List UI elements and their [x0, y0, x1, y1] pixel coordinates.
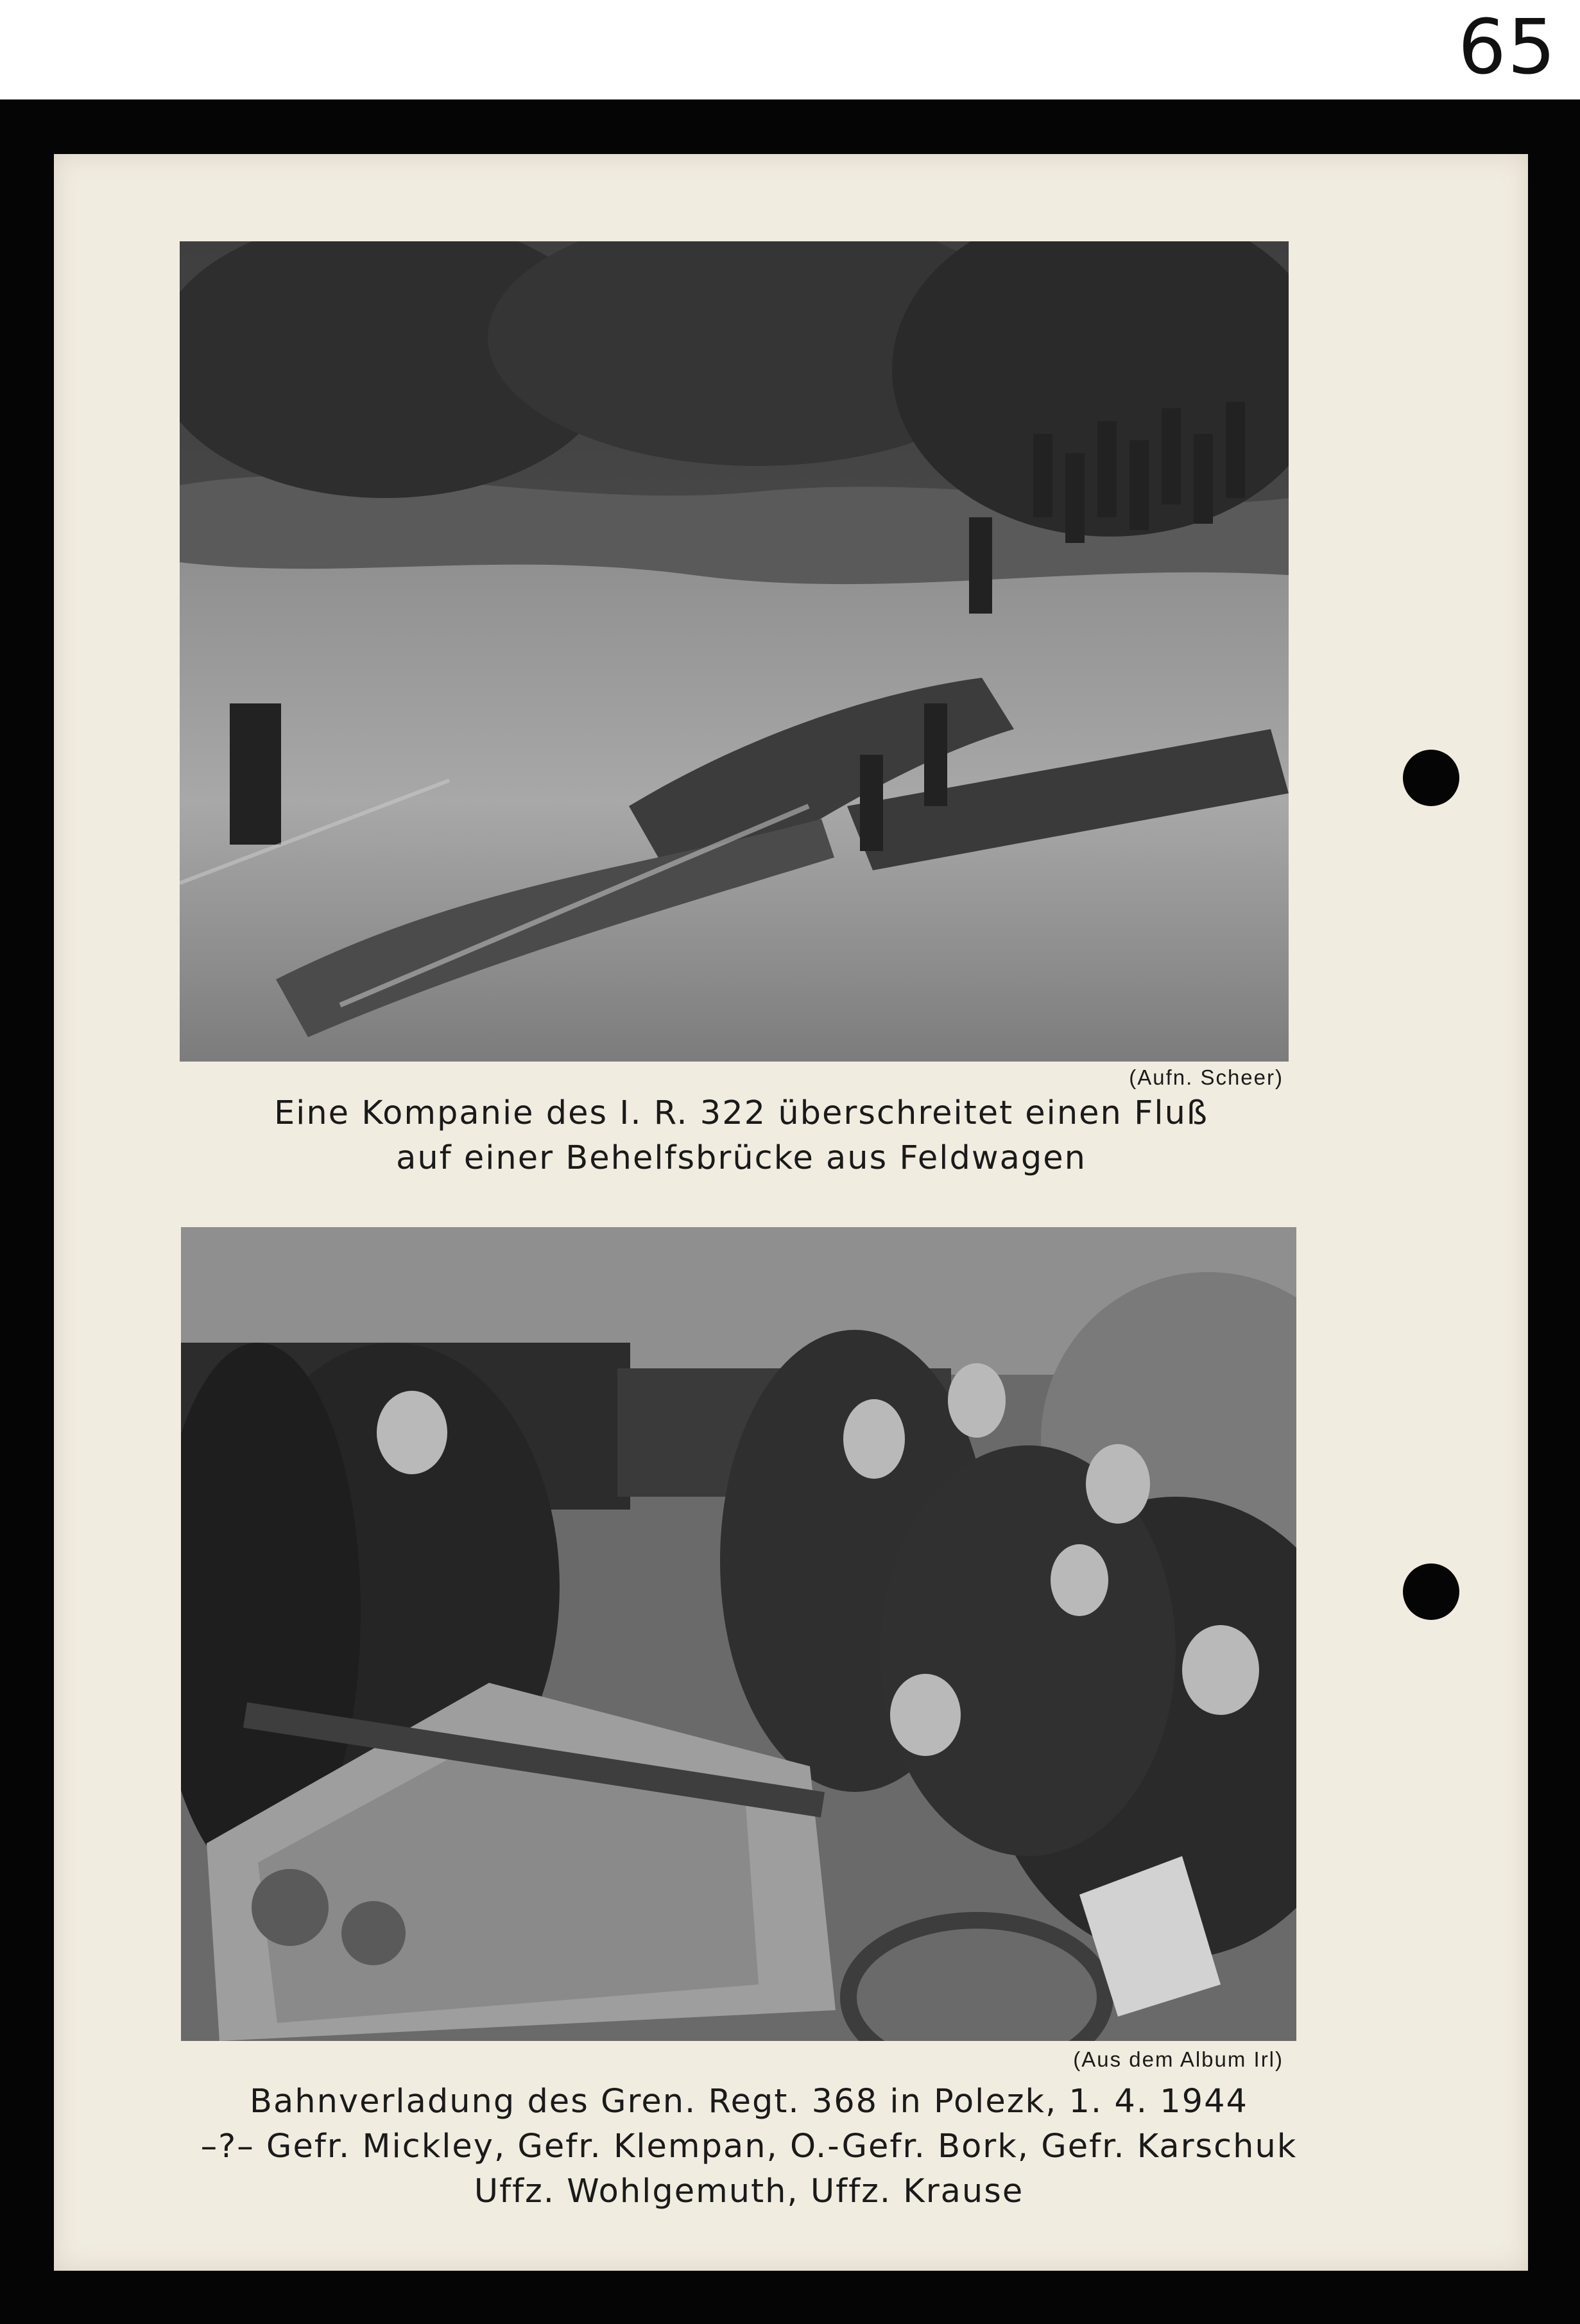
caption-line: Uffz. Wohlgemuth, Uffz. Krause: [474, 2173, 1024, 2210]
photo-rail-loading: [181, 1227, 1296, 2041]
photo-credit-1: (Aufn. Scheer): [1129, 1065, 1284, 1089]
punch-hole-lower: [1403, 1563, 1459, 1620]
caption-line: auf einer Behelfsbrücke aus Feldwagen: [396, 1139, 1086, 1177]
photo-river-crossing: [180, 241, 1289, 1062]
punch-hole-upper: [1403, 750, 1459, 806]
caption-line: –?– Gefr. Mickley, Gefr. Klempan, O.-Gefr. Bork, Gefr. Karschuk: [200, 2128, 1298, 2165]
caption-line: Eine Kompanie des I. R. 322 überschreitet einen Fluß: [273, 1094, 1209, 1132]
photo-caption-2: [181, 2079, 1317, 2214]
photo-caption-1: [180, 1091, 1303, 1181]
photo-credit-2: (Aus dem Album Irl): [1073, 2047, 1284, 2071]
page-number: 65: [1457, 3, 1557, 91]
caption-line: Bahnverladung des Gren. Regt. 368 in Polezk, 1. 4. 1944: [250, 2083, 1248, 2121]
